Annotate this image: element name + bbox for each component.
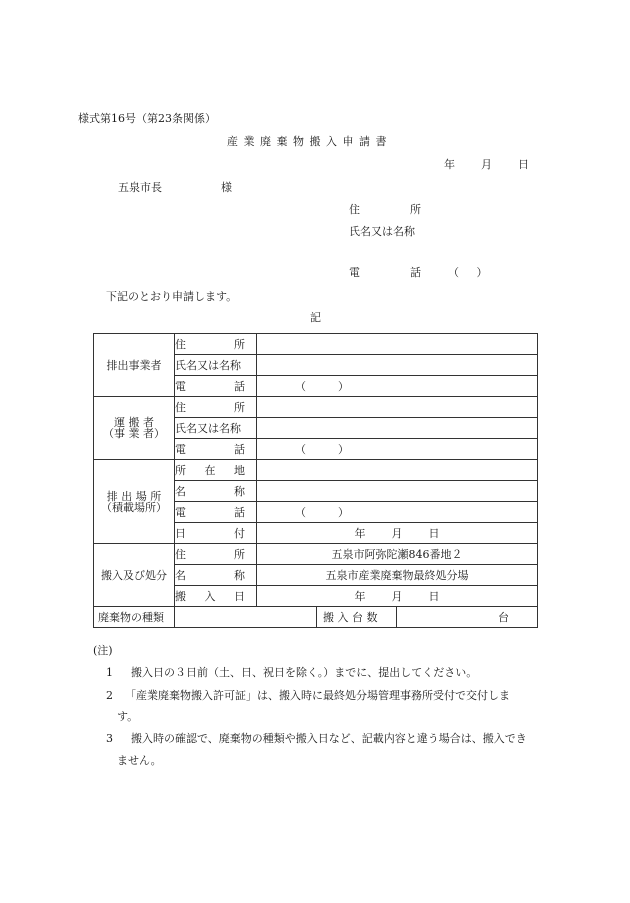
discharger-phone-field[interactable]: （ ） [257, 376, 538, 397]
site-location-field[interactable] [257, 460, 538, 481]
date-line [444, 159, 529, 170]
discharger-category: 排出事業者 [94, 334, 175, 397]
day-label: 日 [518, 158, 529, 171]
site-date-field[interactable]: 年 月 日 [257, 523, 538, 544]
site-phone-field[interactable]: （ ） [257, 502, 538, 523]
site-phone-label: 電 話 [175, 502, 257, 523]
vehicle-count-field[interactable] [397, 607, 538, 628]
site-date-label: 日 付 [175, 523, 257, 544]
applicant-phone-parens: （ ） [448, 266, 488, 279]
waste-type-label: 廃棄物の種類 [94, 607, 175, 628]
year-label: 年 [444, 158, 455, 171]
disposal-name-value: 五泉市産業廃棄物最終処分場 [257, 565, 538, 586]
note-2-number: 2 [106, 689, 113, 702]
discharger-name-label: 氏名又は名称 [175, 355, 257, 376]
discharger-address-field[interactable] [257, 334, 538, 355]
notes-header: (注) [93, 644, 113, 657]
vehicle-count-label: 搬 入 台 数 [317, 607, 397, 628]
disposal-category: 搬入及び処分 [94, 544, 175, 607]
discharger-address-label: 住 所 [175, 334, 257, 355]
note-3-text-line1: 搬入時の確認で、廃棄物の種類や搬入日など、記載内容と違う場合は、搬入でき [131, 732, 527, 745]
site-location-label: 所 在 地 [175, 460, 257, 481]
note-1-number: 1 [106, 666, 113, 679]
disposal-address-label: 住 所 [175, 544, 257, 565]
site-name-field[interactable] [257, 481, 538, 502]
site-name-label: 名 称 [175, 481, 257, 502]
carrier-phone-field[interactable]: （ ） [257, 439, 538, 460]
applicant-phone-label: 電 話 [349, 266, 421, 279]
disposal-date-label: 搬 入 日 [175, 586, 257, 607]
note-3-number: 3 [106, 732, 113, 745]
disposal-address-value: 五泉市阿弥陀瀬846番地２ [257, 544, 538, 565]
application-table [93, 333, 538, 628]
applicant-name-label: 氏名又は名称 [349, 225, 415, 238]
carrier-category: 運 搬 者 （事 業 者） [94, 397, 175, 460]
disposal-date-field[interactable]: 年 月 日 [257, 586, 538, 607]
note-1-text: 搬入日の３日前（土、日、祝日を除く。）までに、提出してください。 [131, 666, 478, 679]
carrier-name-field[interactable] [257, 418, 538, 439]
discharger-name-field[interactable] [257, 355, 538, 376]
month-label: 月 [481, 158, 492, 171]
carrier-address-label: 住 所 [175, 397, 257, 418]
ki-heading: 記 [310, 311, 321, 324]
vehicle-unit: 台 [498, 610, 510, 624]
addressee-honorific: 様 [221, 181, 232, 194]
carrier-phone-label: 電 話 [175, 439, 257, 460]
note-2-text-line2: す。 [117, 710, 139, 723]
waste-type-field[interactable] [175, 607, 317, 628]
form-number: 様式第16号（第23条関係） [78, 112, 216, 125]
note-3-text-line2: ません。 [117, 754, 162, 767]
addressee-name: 五泉市長 [118, 181, 162, 194]
site-category: 排 出 場 所 （積載場所） [94, 460, 175, 544]
intro-text: 下記のとおり申請します。 [106, 290, 238, 303]
applicant-address-label: 住 所 [349, 203, 421, 216]
carrier-address-field[interactable] [257, 397, 538, 418]
disposal-name-label: 名 称 [175, 565, 257, 586]
carrier-name-label: 氏名又は名称 [175, 418, 257, 439]
discharger-phone-label: 電 話 [175, 376, 257, 397]
page-title: 産 業 廃 棄 物 搬 入 申 請 書 [227, 135, 388, 148]
note-2-text-line1: 「産業廃棄物搬入許可証」は、搬入時に最終処分場管理事務所受付で交付しま [125, 689, 510, 702]
